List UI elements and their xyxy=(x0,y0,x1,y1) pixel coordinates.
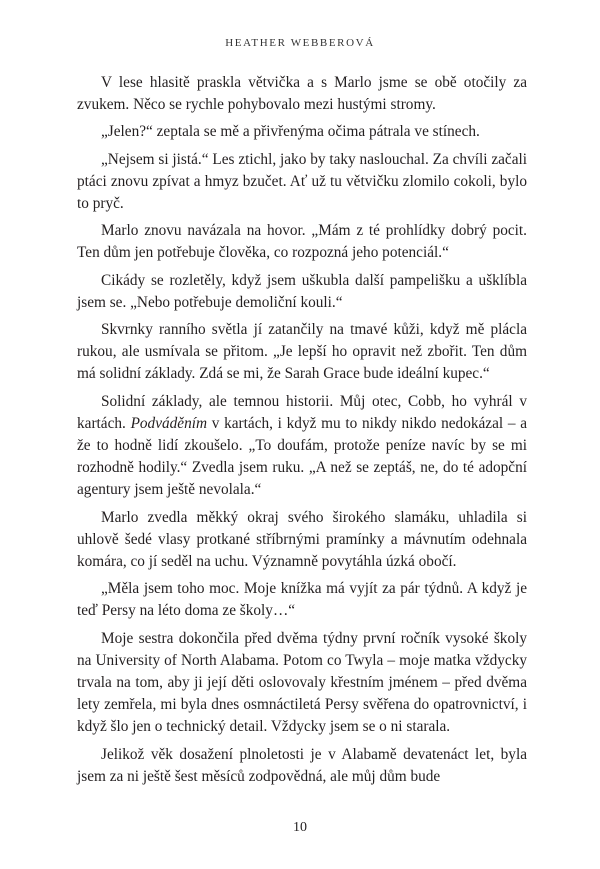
paragraph-text: Jelikož věk dosažení plnoletosti je v Alabamě devatenáct let, byla jsem za ni ještě šest měsíců zodpovědná, ale můj dům bude xyxy=(77,745,527,785)
running-head-author: HEATHER WEBBEROVÁ xyxy=(225,37,375,49)
paragraph xyxy=(77,744,527,793)
paragraph-text: „Nejsem si jistá.“ Les ztichl, jako by taky naslouchal. Za chvíli začali ptáci znovu zpívat a hmyz bzučet. Ať už tu větvičku zlomilo cokoli, bylo to pryč. xyxy=(77,150,527,213)
paragraph-text: Moje sestra dokončila před dvěma týdny první ročník vysoké školy na University of North Alabama. Potom co Twyla – moje matka vždycky trvala na tom, aby ji její děti oslovovaly křestním jménem – před dvěma lety zemřela, mi byla dnes osmnáctiletá Persy svěřena do opatrovnictví, i když šlo jen o technický detail. Vždycky jsem se o ni starala. xyxy=(77,629,527,736)
paragraph-text: „Jelen?“ zeptala se mě a přivřenýma očima pátrala ve stínech. xyxy=(101,123,480,141)
paragraph xyxy=(77,220,527,269)
emphasized-word: Podváděním xyxy=(130,414,208,432)
paragraph xyxy=(77,72,527,121)
paragraph-text: Marlo zvedla měkký okraj svého širokého slamáku, uhladila si uhlově šedé vlasy protkané stříbrnými pramínky a mávnutím odehnala komára, co jí seděl na uchu. Významně povytáhla úzká obočí. xyxy=(77,508,527,571)
paragraph xyxy=(77,507,527,579)
paragraph xyxy=(77,270,527,319)
paragraph-text: Skvrnky ranního světla jí zatančily na tmavé kůži, když mě plácla rukou, ale usmívala se přitom. „Je lepší ho opravit než zbořit. Ten dům má solidní základy. Zdá se mi, že Sarah Grace bude ideální kupec.“ xyxy=(77,321,527,383)
page-number: 10 xyxy=(293,820,307,835)
paragraph-text: Marlo znovu navázala na hovor. „Mám z té prohlídky dobrý pocit. Ten dům jen potřebuje člověka, co rozpozná jeho potenciál.“ xyxy=(77,222,527,262)
paragraph-text: „Měla jsem toho moc. Moje knížka má vyjít za pár týdnů. A když je teď Persy na léto doma ze školy…“ xyxy=(77,580,527,620)
paragraph xyxy=(77,149,527,221)
paragraph-text: Cikády se rozletěly, když jsem uškubla další pampelišku a ušklíbla jsem se. „Nebo potřebuje demoliční kouli.“ xyxy=(77,271,527,311)
paragraph xyxy=(77,391,527,507)
paragraph xyxy=(77,319,527,391)
body-text xyxy=(77,72,527,793)
paragraph-text: V lese hlasitě praskla větvička a s Marlo jsme se obě otočily za zvukem. Něco se rychle pohybovalo mezi hustými stromy. xyxy=(77,74,527,114)
paragraph-text: v kartách, i když mu to nikdy nikdo nedokázal – a že to hodně lidí zkoušelo. „To doufám, protože peníze navíc by se mi rozhodně hodily.“ Zvedla jsem ruku. „A než se zeptáš, ne, do té adopční agentury jsem ještě nevolala.“ xyxy=(77,414,527,499)
paragraph xyxy=(77,628,527,744)
paragraph-text: Solidní základy, ale temnou historii. Můj otec, Cobb, ho vyhrál v kartách. xyxy=(77,392,527,432)
paragraph xyxy=(77,578,527,627)
paragraph xyxy=(77,121,527,148)
